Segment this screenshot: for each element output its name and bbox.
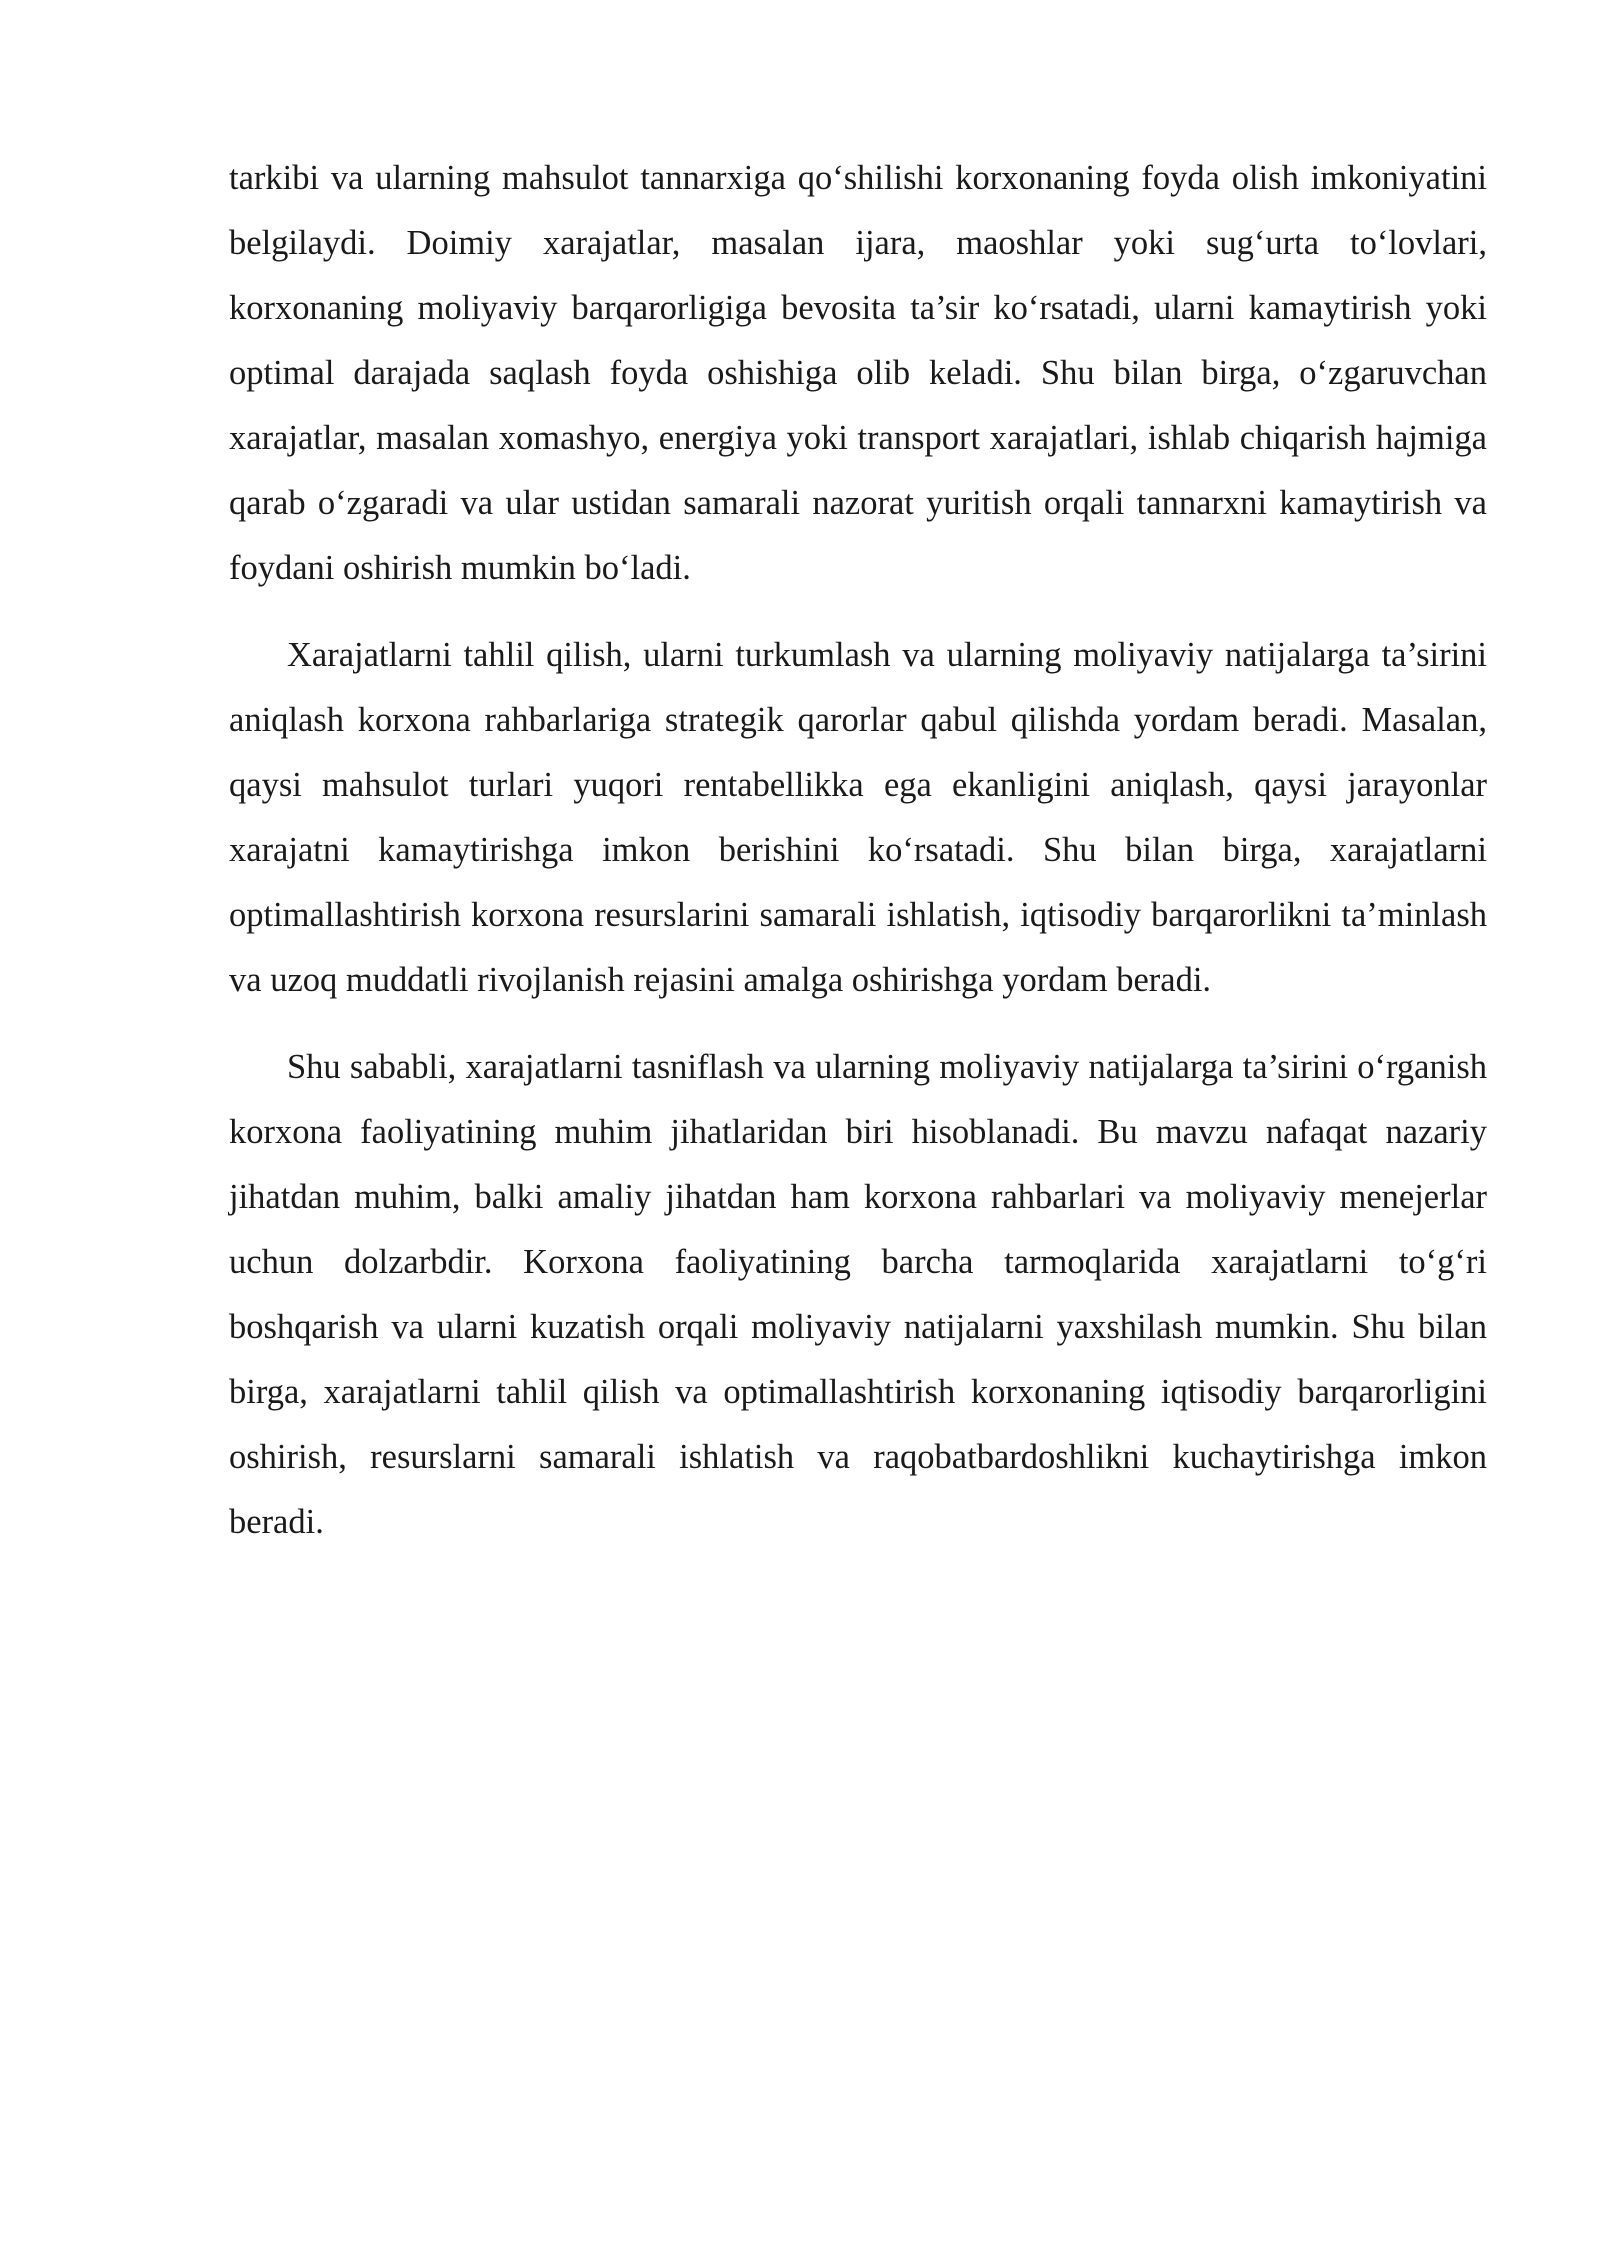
paragraph-continuation: tarkibi va ularning mahsulot tannarxiga qo‘shilishi korxonaning foyda olish imkoniyatini belgilaydi. Doimiy xarajatlar, masalan ijara, maoshlar yoki sug‘urta to‘lovlari, korxonaning moliyaviy barqarorligiga bevosita ta’sir ko‘rsatadi, ularni kamaytirish yoki optimal darajada saqlash foyda oshishiga olib keladi. Shu bilan birga, o‘zgaruvchan xarajatlar, masalan xomashyo, energiya yoki transport xarajatlari, ishlab chiqarish hajmiga qarab o‘zgaradi va ular ustidan samarali nazorat yuritish orqali tannarxni kamaytirish va foydani oshirish mumkin bo‘ladi. [229,159,1487,587]
paragraph-cost-analysis: Xarajatlarni tahlil qilish, ularni turkumlash va ularning moliyaviy natijalarga ta’sirini aniqlash korxona rahbarlariga strategik qarorlar qabul qilishda yordam beradi. Masalan, qaysi mahsulot turlari yuqori rentabellikka ega ekanligini aniqlash, qaysi jarayonlar xarajatni kamaytirishga imkon berishini ko‘rsatadi. Shu bilan birga, xarajatlarni optimallashtirish korxona resurslarini samarali ishlatish, iqtisodiy barqarorlikni ta’minlash va uzoq muddatli rivojlanish rejasini amalga oshirishga yordam beradi. [229,636,1487,999]
document-body [229,146,1487,1555]
paragraph-conclusion: Shu sababli, xarajatlarni tasniflash va ularning moliyaviy natijalarga ta’sirini o‘rganish korxona faoliyatining muhim jihatlaridan biri hisoblanadi. Bu mavzu nafaqat nazariy jihatdan muhim, balki amaliy jihatdan ham korxona rahbarlari va moliyaviy menejerlar uchun dolzarbdir. Korxona faoliyatining barcha tarmoqlarida xarajatlarni to‘g‘ri boshqarish va ularni kuzatish orqali moliyaviy natijalarni yaxshilash mumkin. Shu bilan birga, xarajatlarni tahlil qilish va optimallashtirish korxonaning iqtisodiy barqarorligini oshirish, resurslarni samarali ishlatish va raqobatbardoshlikni kuchaytirishga imkon beradi. [229,1048,1487,1541]
